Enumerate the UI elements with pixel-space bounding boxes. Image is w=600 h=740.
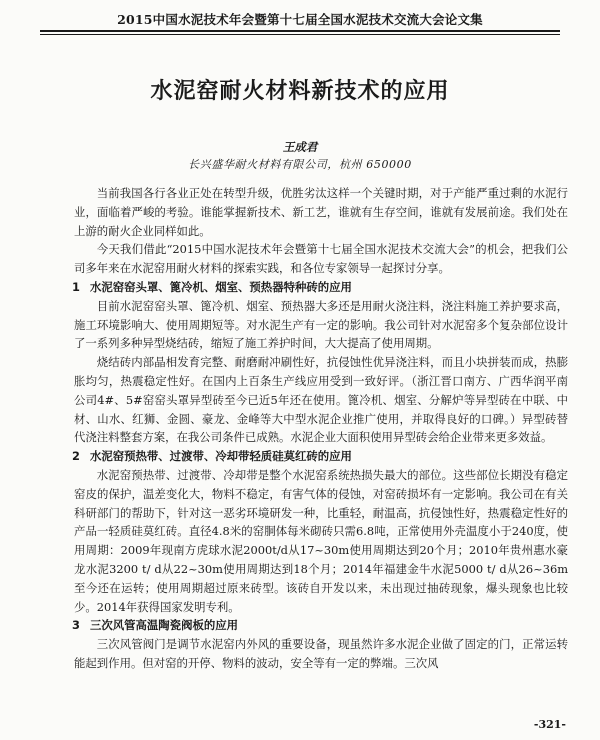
article-body bbox=[74, 184, 568, 673]
section-title-3: 三次风管高温陶瓷阀板的应用 bbox=[89, 618, 239, 633]
running-header: 2015中国水泥技术年会暨第十七届全国水泥技术交流大会论文集 bbox=[117, 12, 483, 27]
article-affiliation: 长兴盛华耐火材料有限公司，杭州 650000 bbox=[188, 158, 412, 171]
section-number-2: 2 bbox=[72, 449, 80, 464]
section-title-2: 水泥窑预热带、过渡带、冷却带轻质硅莫红砖的应用 bbox=[89, 449, 352, 464]
paragraph-section3: 三次风管阀门是调节水泥窑内外风的重要设备，现虽然许多水泥企业做了固定的门，正常运转能起到作用。但对窑的开停、物料的波动，安全等有一定的弊端。三次风 bbox=[74, 637, 568, 670]
article-author: 王成君 bbox=[282, 140, 318, 154]
section-title-1: 水泥窑窑头罩、篦冷机、烟室、预热器特种砖的应用 bbox=[89, 279, 352, 294]
paragraph-purpose: 今天我们借此“2015中国水泥技术年会暨第十七届全国水泥技术交流大会”的机会，把我们公司多年来在水泥窑用耐火材料的探索实践，和各位专家领导一起探讨分享。 bbox=[74, 242, 568, 276]
section-heading-2 bbox=[74, 447, 568, 466]
paragraph-intro: 当前我国各行各业正处在转型升级，优胜劣汰这样一个关键时期，对于产能严重过剩的水泥行业，面临着严峻的考验。谁能掌握新技术、新工艺，谁就有生存空间，谁就有发展前途。我们处在上游的耐火企业同样如此。 bbox=[74, 186, 568, 238]
section-heading-3 bbox=[74, 616, 568, 635]
header-rule-thick bbox=[40, 30, 560, 32]
page-number: -321- bbox=[533, 718, 566, 731]
section-heading-1 bbox=[74, 278, 568, 297]
header-rule-thin bbox=[40, 34, 560, 35]
paragraph-section1-a: 目前水泥窑窑头罩、篦冷机、烟室、预热器大多还是用耐火浇注料，浇注料施工养护要求高，施工环境影响大、使用周期短等。对水泥生产有一定的影响。我公司针对水泥窑多个复杂部位设计了一系列多种异型烧结砖，缩短了施工养护时间，大大提高了使用周期。 bbox=[74, 298, 568, 351]
article-title: 水泥窑耐火材料新技术的应用 bbox=[150, 78, 450, 104]
section-number-3: 3 bbox=[72, 618, 80, 633]
paragraph-section2: 水泥窑预热带、过渡带、冷却带是整个水泥窑系统热损失最大的部位。这些部位长期没有稳定窑皮的保护，温差变化大，物料不稳定，有害气体的侵蚀，对窑砖损坏有一定影响。我公司在有关科研部门的帮助下，针对这一恶劣环境研发一种，比重轻，耐温高，抗侵蚀性好，热震稳定性好的产品一轻质硅莫红砖。直径4.8米的窑胴体每米砌砖只需6.8吨，正常使用外壳温度小于240度，使用周期：2009年现南方虎球水泥2000t/d从17~30m使用周期达到20个月；2010年贵州惠水豪龙水泥3200 t/ d从22~30m使用周期达到18个月；2014年福建金牛水泥5000 t/ d从26~36m至今还在运转；使用周期超过原来砖型。该砖自开发以来，未出现过抽砖现象，爆头现象也比较少。2014年获得国家发明专利。 bbox=[74, 467, 568, 614]
section-number-1: 1 bbox=[72, 279, 80, 294]
paragraph-section1-b: 烧结砖内部晶相发育完整、耐磨耐冲刷性好，抗侵蚀性优异浇注料，而且小块拼装而成，热膨胀均匀，热震稳定性好。在国内上百条生产线应用受到一致好评。（浙江晋口南方、广西华润平南公司4#、5#窑窑头罩异型砖至今已近5年还在使用。篦冷机、烟室、分解炉等异型砖在中联、中材、山水、红狮、金圆、豪龙、金峰等大中型水泥企业推广使用，并取得良好的口碑。）异型砖替代浇注料整套方案，在我公司条件已成熟。水泥企业大面积使用异型砖会给企业带来更多效益。 bbox=[74, 355, 568, 445]
